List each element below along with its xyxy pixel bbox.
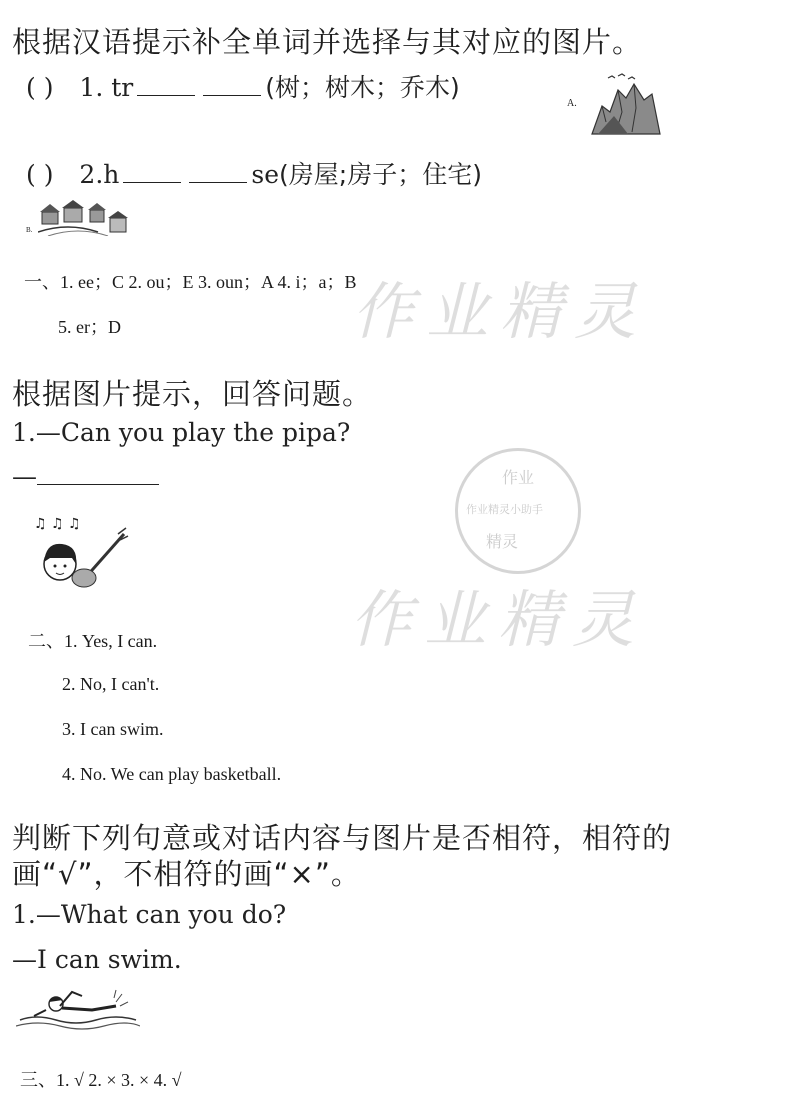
question-swim: 1.—What can you do? (12, 900, 287, 929)
question-2 (26, 155, 482, 191)
answer-key-3: 三、1. √ 2. × 3. × 4. √ (20, 1070, 182, 1090)
section1-heading: 根据汉语提示补全单词并选择与其对应的图片。 (12, 25, 643, 59)
answer-line (12, 462, 159, 491)
pipa-girl-image (28, 506, 132, 588)
word-prefix: 1. tr (79, 73, 134, 102)
question-1 (26, 68, 460, 104)
blank[interactable] (123, 181, 181, 183)
section2-heading: 根据图片提示，回答问题。 (12, 377, 373, 411)
answer-paren: ( ) (26, 160, 54, 189)
answer-key-1: 一、1. ee；C 2. ou；E 3. oun；A 4. i；a；B (24, 272, 357, 292)
seal-bottom-text: 精灵 (486, 532, 519, 551)
watermark-text: 作业精灵 (352, 275, 649, 348)
blank[interactable] (137, 94, 195, 96)
watermark-text: 作业精灵 (350, 583, 647, 656)
answer-paren: ( ) (26, 73, 54, 102)
blank[interactable] (189, 181, 247, 183)
mountain-image (588, 72, 662, 138)
village-image (38, 198, 130, 236)
blank[interactable] (37, 483, 159, 485)
chinese-hint: (房屋;房子；住宅) (279, 160, 482, 189)
question-swim-answer: —I can swim. (12, 945, 182, 974)
svg-text:♫ ♫ ♫: ♫ ♫ ♫ (34, 516, 81, 532)
answer-key-2-1: 二、1. Yes, I can. (28, 631, 158, 651)
answer-key-2-4: 4. No. We can play basketball. (62, 764, 282, 784)
answer-key-2-3: 3. I can swim. (62, 719, 164, 739)
question-pipa: 1.—Can you play the pipa? (12, 418, 351, 447)
seal-top-text: 作业 (502, 468, 535, 487)
word-suffix: se (251, 160, 280, 189)
section3-heading-line1: 判断下列句意或对话内容与图片是否相符，相符的 (12, 821, 673, 855)
seal-mid-text: 作业精灵小助手 (466, 503, 543, 516)
swimming-boy-image (16, 986, 140, 1032)
chinese-hint: (树；树木；乔木) (265, 73, 460, 102)
image-b-label: B. (26, 226, 33, 234)
image-a-label: A. (567, 98, 577, 109)
blank[interactable] (203, 94, 261, 96)
dash: — (12, 462, 37, 491)
answer-key-2-2: 2. No, I can't. (62, 674, 160, 694)
answer-key-1-cont: 5. er；D (58, 317, 121, 337)
watermark-seal (455, 448, 581, 574)
word-prefix: 2.h (79, 160, 120, 189)
section3-heading-line2: 画“√”，不相符的画“×”。 (12, 857, 361, 891)
